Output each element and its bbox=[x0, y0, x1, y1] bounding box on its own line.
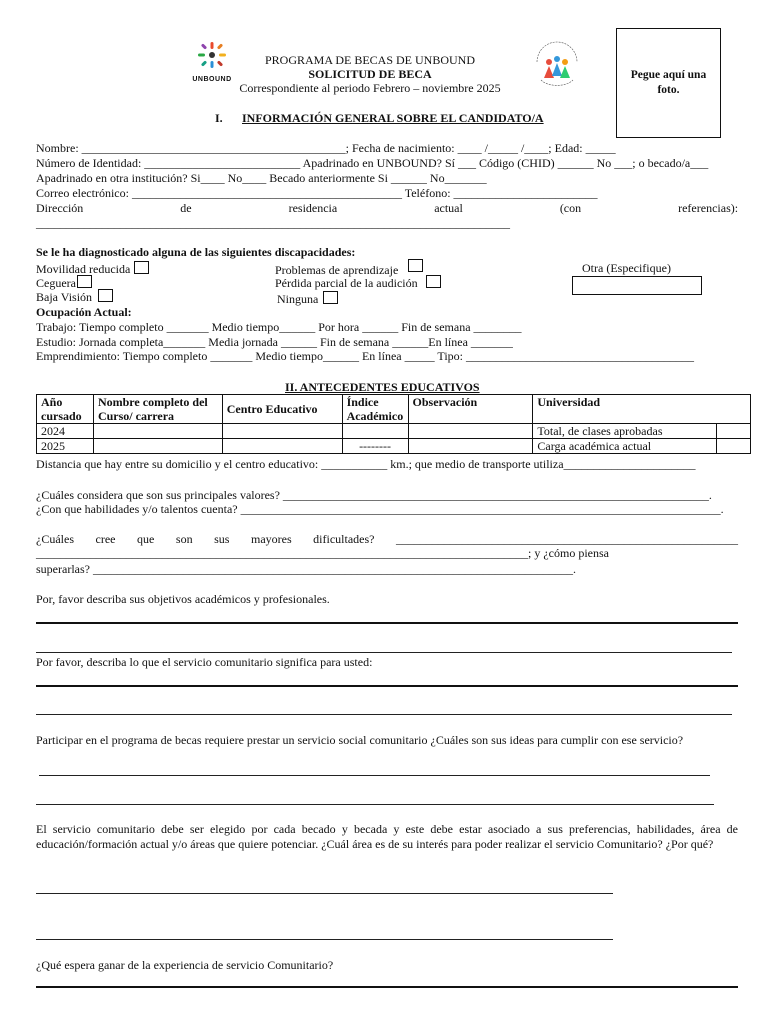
answer-line[interactable] bbox=[39, 775, 710, 776]
id-sponsorship-line[interactable]: Número de Identidad: __________________________ Apadrinado en UNBOUND? Sí ___ Código (CHID) ______ No ___; o becado/a___ bbox=[36, 156, 709, 170]
community-ideas-question: Participar en el programa de becas requiere prestar un servicio social comunitario ¿Cuáles son sus ideas para cumplir con ese servicio? bbox=[36, 733, 684, 747]
difficulties-word: sus bbox=[214, 532, 230, 546]
disability-label: Pérdida parcial de la audición bbox=[275, 276, 418, 290]
cell-year: 2024 bbox=[37, 424, 94, 439]
disabilities-title: Se le ha diagnosticado alguna de las siguientes discapacidades: bbox=[36, 245, 356, 259]
disability-option-blindness[interactable] bbox=[36, 275, 92, 290]
cell-course[interactable] bbox=[93, 439, 222, 454]
distance-line[interactable]: Distancia que hay entre su domicilio y el centro educativo: ___________ km.; que medio de transporte utiliza______________________ bbox=[36, 457, 696, 471]
cell-school[interactable] bbox=[222, 424, 342, 439]
checkbox[interactable] bbox=[134, 261, 149, 274]
answer-line[interactable] bbox=[36, 685, 738, 687]
address-word: de bbox=[180, 201, 192, 215]
cell-course[interactable] bbox=[93, 424, 222, 439]
cell-year: 2025 bbox=[37, 439, 94, 454]
period-text: Correspondiente al periodo Febrero – noviembre 2025 bbox=[239, 81, 501, 95]
email-phone-line[interactable]: Correo electrónico: _____________________________________________ Teléfono: ________________________ bbox=[36, 186, 598, 200]
address-word: residencia bbox=[288, 201, 338, 215]
program-name: PROGRAMA DE BECAS DE UNBOUND bbox=[264, 53, 476, 67]
disability-label: Baja Visión bbox=[36, 290, 93, 304]
address-label-line bbox=[36, 201, 738, 215]
answer-line[interactable] bbox=[36, 893, 613, 894]
objectives-question: Por, favor describa sus objetivos académicos y profesionales. bbox=[36, 592, 330, 606]
header-observation: Observación bbox=[408, 395, 533, 424]
checkbox[interactable] bbox=[408, 259, 423, 272]
values-question[interactable]: ¿Cuáles considera que son sus principales valores? _______________________________________________________________________. bbox=[36, 488, 712, 502]
table-header-row bbox=[37, 395, 751, 424]
form-title: SOLICITUD DE BECA bbox=[308, 67, 432, 81]
community-area-question: El servicio comunitario debe ser elegido por cada becado y becada y este debe estar asociado a sus preferencias, habilidades, área de educación/formación actual y/o áreas que quiere potenciar. ¿Cuál área es de su interés para poder realizar el servicio Comunitario? ¿Por qué? bbox=[36, 822, 738, 851]
difficulties-word: son bbox=[175, 532, 193, 546]
checkbox[interactable] bbox=[77, 275, 92, 288]
section-1-title: INFORMACIÓN GENERAL SOBRE EL CANDIDATO/A bbox=[242, 111, 544, 125]
talents-question[interactable]: ¿Con que habilidades y/o talentos cuenta? ________________________________________________________________________________. bbox=[36, 502, 724, 516]
unbound-logo-icon bbox=[190, 40, 234, 70]
disability-other-label: Otra (Especifique) bbox=[582, 261, 671, 275]
unbound-logo-text: UNBOUND bbox=[192, 76, 232, 83]
difficulties-word: ¿Cuáles bbox=[36, 532, 74, 546]
disability-option-hearing[interactable] bbox=[275, 275, 441, 290]
disability-label: Movilidad reducida bbox=[36, 262, 131, 276]
table-row bbox=[37, 424, 751, 439]
fundacion-logo-icon bbox=[531, 40, 583, 88]
difficulties-word: que bbox=[137, 532, 155, 546]
table-row bbox=[37, 439, 751, 454]
address-word: referencias): bbox=[678, 201, 739, 215]
difficulties-question-line-2[interactable]: __________________________________________________________________________________; y ¿cómo piensa bbox=[36, 546, 609, 560]
cell-university-label: Carga académica actual bbox=[533, 439, 717, 454]
checkbox[interactable] bbox=[426, 275, 441, 288]
difficulties-word: cree bbox=[95, 532, 116, 546]
disability-label: Problemas de aprendizaje bbox=[275, 263, 399, 277]
occupation-business-line[interactable]: Emprendimiento: Tiempo completo _______ Medio tiempo______ En línea _____ Tipo: ______________________________________ bbox=[36, 349, 694, 363]
disability-option-mobility[interactable] bbox=[36, 261, 149, 276]
answer-line[interactable] bbox=[36, 939, 613, 940]
photo-box-label: Pegue aquí una foto. bbox=[630, 69, 707, 96]
checkbox[interactable] bbox=[98, 289, 113, 302]
header-index: Índice Académico bbox=[342, 395, 408, 424]
cell-index[interactable]: -------- bbox=[342, 439, 408, 454]
difficulties-word: mayores bbox=[250, 532, 292, 546]
disability-option-low-vision[interactable] bbox=[36, 289, 113, 304]
disability-label: Ninguna bbox=[277, 292, 319, 306]
cell-university-label: Total, de clases aprobadas bbox=[533, 424, 717, 439]
photo-box[interactable] bbox=[616, 28, 721, 138]
header-course: Nombre completo del Curso/ carrera bbox=[93, 395, 222, 424]
header-year: Año cursado bbox=[37, 395, 94, 424]
difficulties-word: dificultades? bbox=[313, 532, 375, 546]
occupation-work-line[interactable]: Trabajo: Tiempo completo _______ Medio tiempo______ Por hora ______ Fin de semana ________ bbox=[36, 320, 522, 334]
address-word: Dirección bbox=[36, 201, 84, 215]
fundacion-logo bbox=[531, 40, 583, 88]
occupation-study-line[interactable]: Estudio: Jornada completa_______ Media jornada ______ Fin de semana ______En línea _______ bbox=[36, 335, 513, 349]
address-word: actual bbox=[434, 201, 463, 215]
unbound-logo bbox=[190, 40, 234, 84]
answer-line[interactable] bbox=[36, 652, 732, 653]
address-blank[interactable]: _______________________________________________________________________________ bbox=[36, 216, 510, 230]
expectations-question: ¿Qué espera ganar de la experiencia de servicio Comunitario? bbox=[36, 958, 334, 972]
difficulties-blank[interactable]: _________________________________________________________ bbox=[396, 532, 739, 546]
answer-line[interactable] bbox=[36, 804, 714, 805]
address-word: (con bbox=[559, 201, 582, 215]
cell-school[interactable] bbox=[222, 439, 342, 454]
answer-line[interactable] bbox=[36, 714, 732, 715]
section-1-number: I. bbox=[215, 111, 223, 125]
occupation-title: Ocupación Actual: bbox=[36, 305, 132, 319]
disability-option-none[interactable] bbox=[277, 291, 338, 306]
cell-university-value[interactable] bbox=[717, 439, 751, 454]
header-university: Universidad bbox=[533, 395, 751, 424]
answer-line[interactable] bbox=[36, 986, 738, 988]
community-meaning-question: Por favor, describa lo que el servicio comunitario significa para usted: bbox=[36, 655, 373, 669]
education-table bbox=[36, 394, 751, 454]
section-2-title: II. ANTECEDENTES EDUCATIVOS bbox=[285, 380, 480, 394]
name-dob-line[interactable]: Nombre: ____________________________________________; Fecha de nacimiento: ____ /_____ /____; Edad: _____ bbox=[36, 141, 616, 155]
difficulties-question-line-1[interactable] bbox=[36, 532, 738, 546]
disability-label: Ceguera bbox=[36, 276, 76, 290]
answer-line[interactable] bbox=[36, 622, 738, 624]
other-institution-line[interactable]: Apadrinado en otra institución? Si____ No____ Becado anteriormente Si ______ No_______ bbox=[36, 171, 487, 185]
header-titles bbox=[236, 53, 504, 95]
cell-observation[interactable] bbox=[408, 439, 533, 454]
checkbox[interactable] bbox=[323, 291, 338, 304]
difficulties-question-line-3[interactable]: superarlas? ________________________________________________________________________________. bbox=[36, 562, 576, 576]
cell-index[interactable] bbox=[342, 424, 408, 439]
cell-observation[interactable] bbox=[408, 424, 533, 439]
header-school: Centro Educativo bbox=[222, 395, 342, 424]
disability-other-input[interactable] bbox=[572, 276, 702, 295]
cell-university-value[interactable] bbox=[717, 424, 751, 439]
